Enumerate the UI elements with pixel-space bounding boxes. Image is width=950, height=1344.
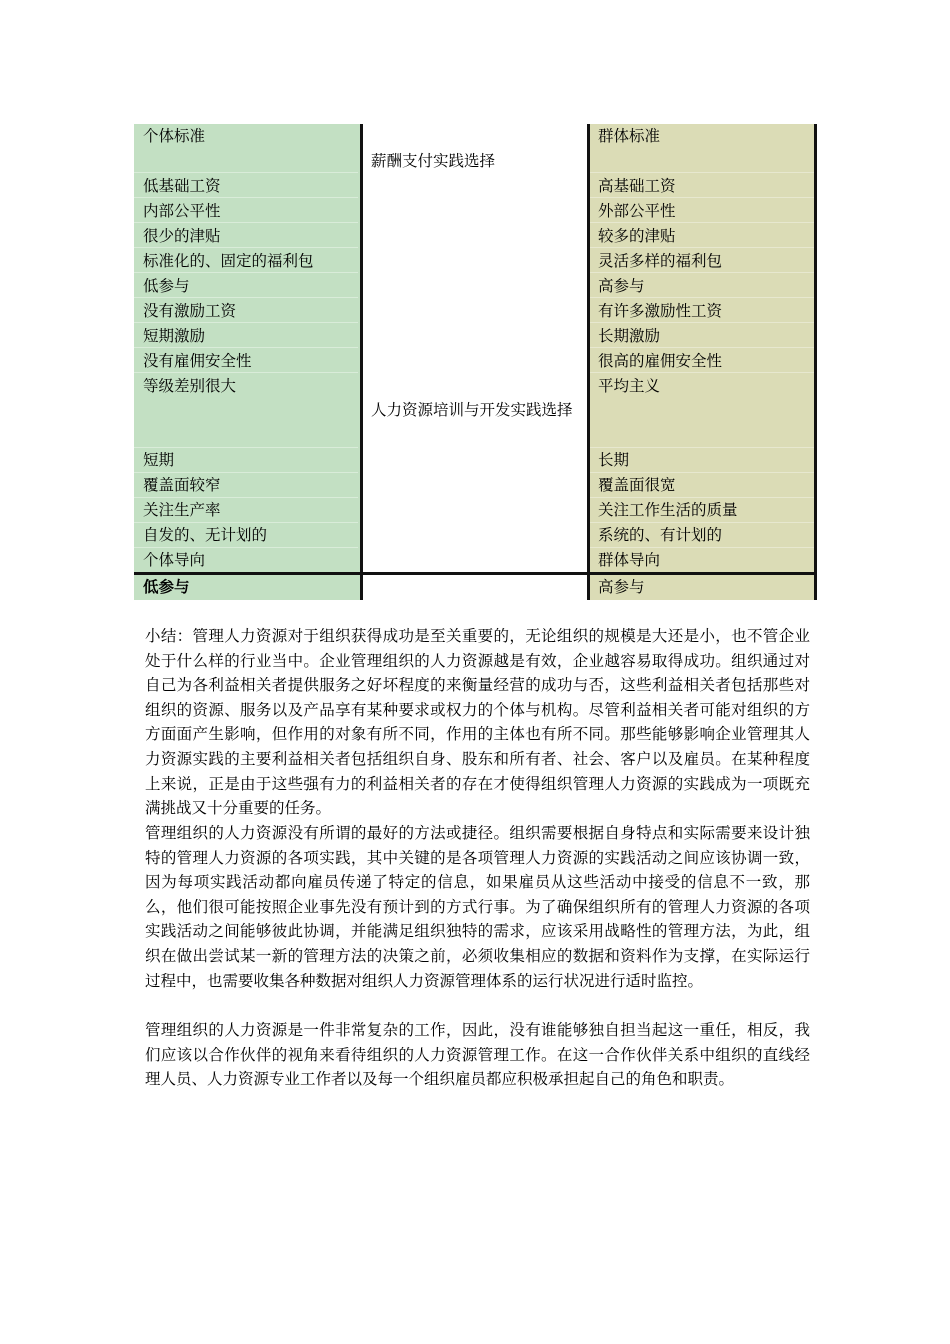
- left-footer: 低参与: [143, 578, 190, 596]
- comparison-table: [134, 124, 816, 600]
- right-header: 群体标准: [598, 127, 661, 145]
- left-item: 短期激励: [143, 327, 206, 345]
- body-paragraph: 管理组织的人力资源是一件非常复杂的工作，因此，没有谁能够独自担当起这一重任，相反，我们应该以合作伙伴的视角来看待组织的人力资源管理工作。在这一合作伙伴关系中组织的直线经理人员、人力资源专业工作者以及每一个组织雇员都应积极承担起自己的角色和职责。: [145, 1021, 810, 1089]
- right-item: 系统的、有计划的: [598, 526, 723, 544]
- right-footer: 高参与: [598, 578, 645, 596]
- column-divider: [360, 124, 363, 600]
- training-practice-label: 人力资源培训与开发实践选择: [371, 401, 573, 419]
- left-item: 自发的、无计划的: [143, 526, 268, 544]
- left-item: 标准化的、固定的福利包: [143, 252, 314, 270]
- right-item: 平均主义: [598, 377, 661, 395]
- left-item: 内部公平性: [143, 202, 221, 220]
- left-item: 短期: [143, 451, 175, 469]
- right-item: 很高的雇佣安全性: [598, 352, 723, 370]
- column-divider: [587, 124, 590, 600]
- left-item: 关注生产率: [143, 501, 221, 519]
- left-item: 没有激励工资: [143, 302, 237, 320]
- left-header: 个体标准: [143, 127, 206, 145]
- left-item: 覆盖面较窄: [143, 476, 221, 494]
- right-item: 高基础工资: [598, 177, 676, 195]
- left-item: 很少的津贴: [143, 227, 221, 245]
- right-item: 覆盖面很宽: [598, 476, 676, 494]
- body-paragraph: 管理组织的人力资源没有所谓的最好的方法或捷径。组织需要根据自身特点和实际需要来设计独特的管理人力资源的各项实践，其中关键的是各项管理人力资源的实践活动之间应该协调一致，因为每项实践活动都向雇员传递了特定的信息，如果雇员从这些活动中接受的信息不一致，那么，他们很可能按照企业事先没有预计到的方式行事。为了确保组织所有的管理人力资源的各项实践活动之间能够彼此协调，并能满足组织独特的需求，应该采用战略性的管理方法，为此，组织在做出尝试某一新的管理方法的决策之前，必须收集相应的数据和资料作为支撑，在实际运行过程中，也需要收集各种数据对组织人力资源管理体系的运行状况进行适时监控。: [145, 824, 810, 990]
- right-item: 灵活多样的福利包: [598, 252, 723, 270]
- right-item: 长期: [598, 451, 630, 469]
- left-item: 没有雇佣安全性: [143, 352, 252, 370]
- summary-paragraph: 小结：管理人力资源对于组织获得成功是至关重要的，无论组织的规模是大还是小，也不管企业处于什么样的行业当中。企业管理组织的人力资源越是有效，企业越容易取得成功。组织通过对自己为各利益相关者提供服务之好坏程度的来衡量经营的成功与否，这些利益相关者包括那些对组织的资源、服务以及产品享有某种要求或权力的个体与机构。尽管利益相关者可能对组织的方方面面产生影响，但作用的对象有所不同，作用的主体也有所不同。那些能够影响企业管理其人力资源实践的主要利益相关者包括组织自身、股东和所有者、社会、客户以及雇员。在某种程度上来说，正是由于这些强有力的利益相关者的存在才使得组织管理人力资源的实践成为一项既充满挑战又十分重要的任务。: [145, 627, 810, 818]
- right-item: 群体导向: [598, 551, 661, 569]
- right-item: 外部公平性: [598, 202, 676, 220]
- right-item: 有许多激励性工资: [598, 302, 723, 320]
- right-item: 长期激励: [598, 327, 661, 345]
- left-item: 低参与: [143, 277, 190, 295]
- right-item: 较多的津贴: [598, 227, 676, 245]
- left-item: 低基础工资: [143, 177, 221, 195]
- left-item: 等级差别很大: [143, 377, 237, 395]
- practice-choice-column: [363, 124, 587, 600]
- left-item: 个体导向: [143, 551, 206, 569]
- right-item: 高参与: [598, 277, 645, 295]
- column-divider: [814, 124, 817, 600]
- right-item: 关注工作生活的质量: [598, 501, 738, 519]
- salary-practice-label: 薪酬支付实践选择: [371, 152, 496, 170]
